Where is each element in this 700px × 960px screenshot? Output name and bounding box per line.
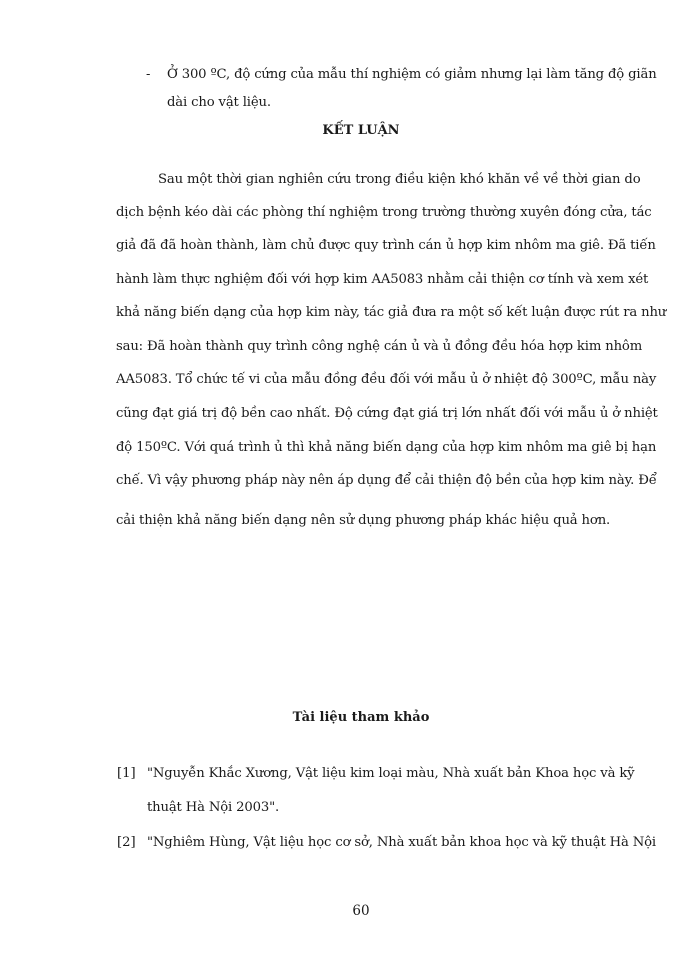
conclusion-line-10: chế. Vì vậy phương pháp này nên áp dụng để cải thiện độ bền của hợp kim này. Để (116, 473, 657, 488)
reference-number-1: [1] (117, 766, 136, 781)
conclusion-line-9: độ 150ºC. Với quá trình ủ thì khả năng biến dạng của hợp kim nhôm ma giê bị hạn (116, 440, 657, 455)
reference-1-line-2: thuật Hà Nội 2003". (147, 800, 280, 815)
conclusion-line-2: dịch bệnh kéo dài các phòng thí nghiệm trong trường thường xuyên đóng cửa, tác (116, 205, 652, 220)
conclusion-line-7: AA5083. Tổ chức tế vi của mẫu đồng đều đối với mẫu ủ ở nhiệt độ 300ºC, mẫu này (116, 372, 657, 387)
bullet-line-2: dài cho vật liệu. (167, 95, 271, 110)
reference-1-line-1: "Nguyễn Khắc Xương, Vật liệu kim loại màu, Nhà xuất bản Khoa học và kỹ (147, 766, 635, 781)
reference-number-2: [2] (117, 835, 136, 850)
conclusion-line-8: cũng đạt giá trị độ bền cao nhất. Độ cứng đạt giá trị lớn nhất đối với mẫu ủ ở nhiệt (116, 406, 658, 421)
references-heading: Tài liệu tham khảo (292, 710, 430, 725)
conclusion-heading: KẾT LUẬN (322, 123, 400, 138)
page-number: 60 (352, 903, 370, 919)
conclusion-line-6: sau: Đã hoàn thành quy trình công nghệ cán ủ và ủ đồng đều hóa hợp kim nhôm (116, 339, 643, 354)
bullet-marker: - (146, 67, 151, 82)
bullet-line-1: Ở 300 ºC, độ cứng của mẫu thí nghiệm có giảm nhưng lại làm tăng độ giãn (167, 67, 657, 82)
conclusion-line-4: hành làm thực nghiệm đối với hợp kim AA5083 nhằm cải thiện cơ tính và xem xét (116, 272, 649, 287)
conclusion-line-1: Sau một thời gian nghiên cứu trong điều kiện khó khăn về về thời gian do (158, 172, 641, 187)
conclusion-line-11: cải thiện khả năng biến dạng nên sử dụng phương pháp khác hiệu quả hơn. (116, 513, 611, 528)
conclusion-line-3: giả đã đã hoàn thành, làm chủ được quy trình cán ủ hợp kim nhôm ma giê. Đã tiến (116, 238, 656, 253)
conclusion-line-5: khả năng biến dạng của hợp kim này, tác giả đưa ra một số kết luận được rút ra như (116, 305, 667, 320)
reference-2-line-1: "Nghiêm Hùng, Vật liệu học cơ sở, Nhà xuất bản khoa học và kỹ thuật Hà Nội (147, 835, 656, 850)
